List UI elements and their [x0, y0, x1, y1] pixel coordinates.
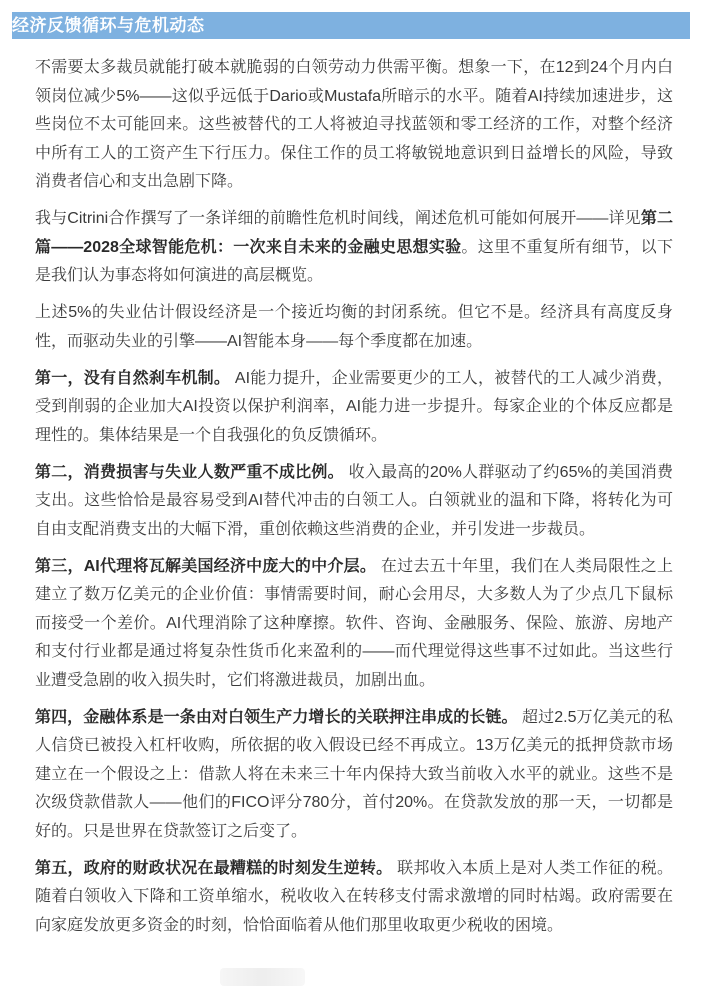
- paragraph-text: AI能力提升，企业需要更少的工人，被替代的工人减少消费，受到削弱的企业加大AI投资以保护利润率，AI能力进一步提升。每家企业的个体反应都是理性的。集体结果是一个自我强化的负反馈循环。: [35, 369, 673, 444]
- paragraph-text: 在过去五十年里，我们在人类局限性之上建立了数万亿美元的企业价值：事情需要时间，耐心会用尽，大多数人为了少点几下鼠标而接受一个差价。AI代理消除了这种摩擦。软件、咨询、金融服务、保险、旅游、房地产和支付行业都是通过将复杂性货币化来盈利的——而代理觉得这些事不过如此。当这些行业遭受急剧的收入损失时，它们将激进裁员，加剧出血。: [35, 557, 673, 689]
- point-heading: 第一，没有自然刹车机制。: [35, 369, 231, 387]
- paragraph-text: 我与Citrini合作撰写了一条详细的前瞻性危机时间线，阐述危机可能如何展开——详见: [35, 210, 641, 227]
- section-header: [12, 12, 690, 39]
- paragraph-text: 不需要太多裁员就能打破本就脆弱的白领劳动力供需平衡。想象一下，在12到24个月内白领岗位减少5%——这似乎远低于Dario或Mustafa所暗示的水平。随着AI持续加速进步，这些岗位不太可能回来。这些被替代的工人将被迫寻找蓝领和零工经济的工作，对整个经济中所有工人的工资产生下行压力。保住工作的员工将敏锐地意识到日益增长的风险，导致消费者信心和支出急剧下降。: [35, 59, 673, 190]
- watermark: [220, 968, 305, 986]
- paragraph-text: 收入最高的20%人群驱动了约65%的美国消费支出。这些恰恰是最容易受到AI替代冲击的白领工人。白领就业的温和下降，将转化为可自由支配消费支出的大幅下滑，重创依赖这些消费的企业，并引发进一步裁员。: [35, 463, 673, 538]
- paragraph-point-3: [35, 553, 673, 696]
- point-heading: 第四，金融体系是一条由对白领生产力增长的关联押注串成的长链。: [35, 708, 518, 726]
- article-reference-title: 第二篇——2028全球智能危机：一次来自未来的金融史思想实验: [35, 210, 673, 256]
- paragraph-reference: [35, 205, 673, 291]
- paragraph-intro: [35, 54, 673, 197]
- point-heading: 第三，AI代理将瓦解美国经济中庞大的中介层。: [35, 557, 377, 575]
- paragraph-point-5: [35, 855, 673, 941]
- paragraph-point-2: [35, 459, 673, 545]
- point-heading: 第五，政府的财政状况在最糟糕的时刻发生逆转。: [35, 859, 393, 877]
- paragraph-text: 上述5%的失业估计假设经济是一个接近均衡的封闭系统。但它不是。经济具有高度反身性，而驱动失业的引擎——AI智能本身——每个季度都在加速。: [35, 304, 673, 350]
- point-heading: 第二，消费损害与失业人数严重不成比例。: [35, 463, 344, 481]
- paragraph-text: 。这里不重复所有细节，以下是我们认为事态将如何演进的高层概览。: [35, 238, 673, 284]
- article-body: [35, 54, 673, 949]
- paragraph-text: 超过2.5万亿美元的私人信贷已被投入杠杆收购，所依据的收入假设已经不再成立。13万亿美元的抵押贷款市场建立在一个假设之上：借款人将在未来三十年内保持大致当前收入水平的就业。这些不是次级贷款借款人——他们的FICO评分780分，首付20%。在贷款发放的那一天，一切都是好的。只是世界在贷款签订之后变了。: [35, 708, 673, 840]
- paragraph-reflexivity: [35, 299, 673, 356]
- section-title: 经济反馈循环与危机动态: [12, 16, 205, 35]
- paragraph-text: 联邦收入本质上是对人类工作征的税。随着白领收入下降和工资单缩水，税收收入在转移支付需求激增的同时枯竭。政府需要在向家庭发放更多资金的时刻，恰恰面临着从他们那里收取更少税收的困境。: [35, 859, 673, 934]
- paragraph-point-4: [35, 704, 673, 847]
- paragraph-point-1: [35, 365, 673, 451]
